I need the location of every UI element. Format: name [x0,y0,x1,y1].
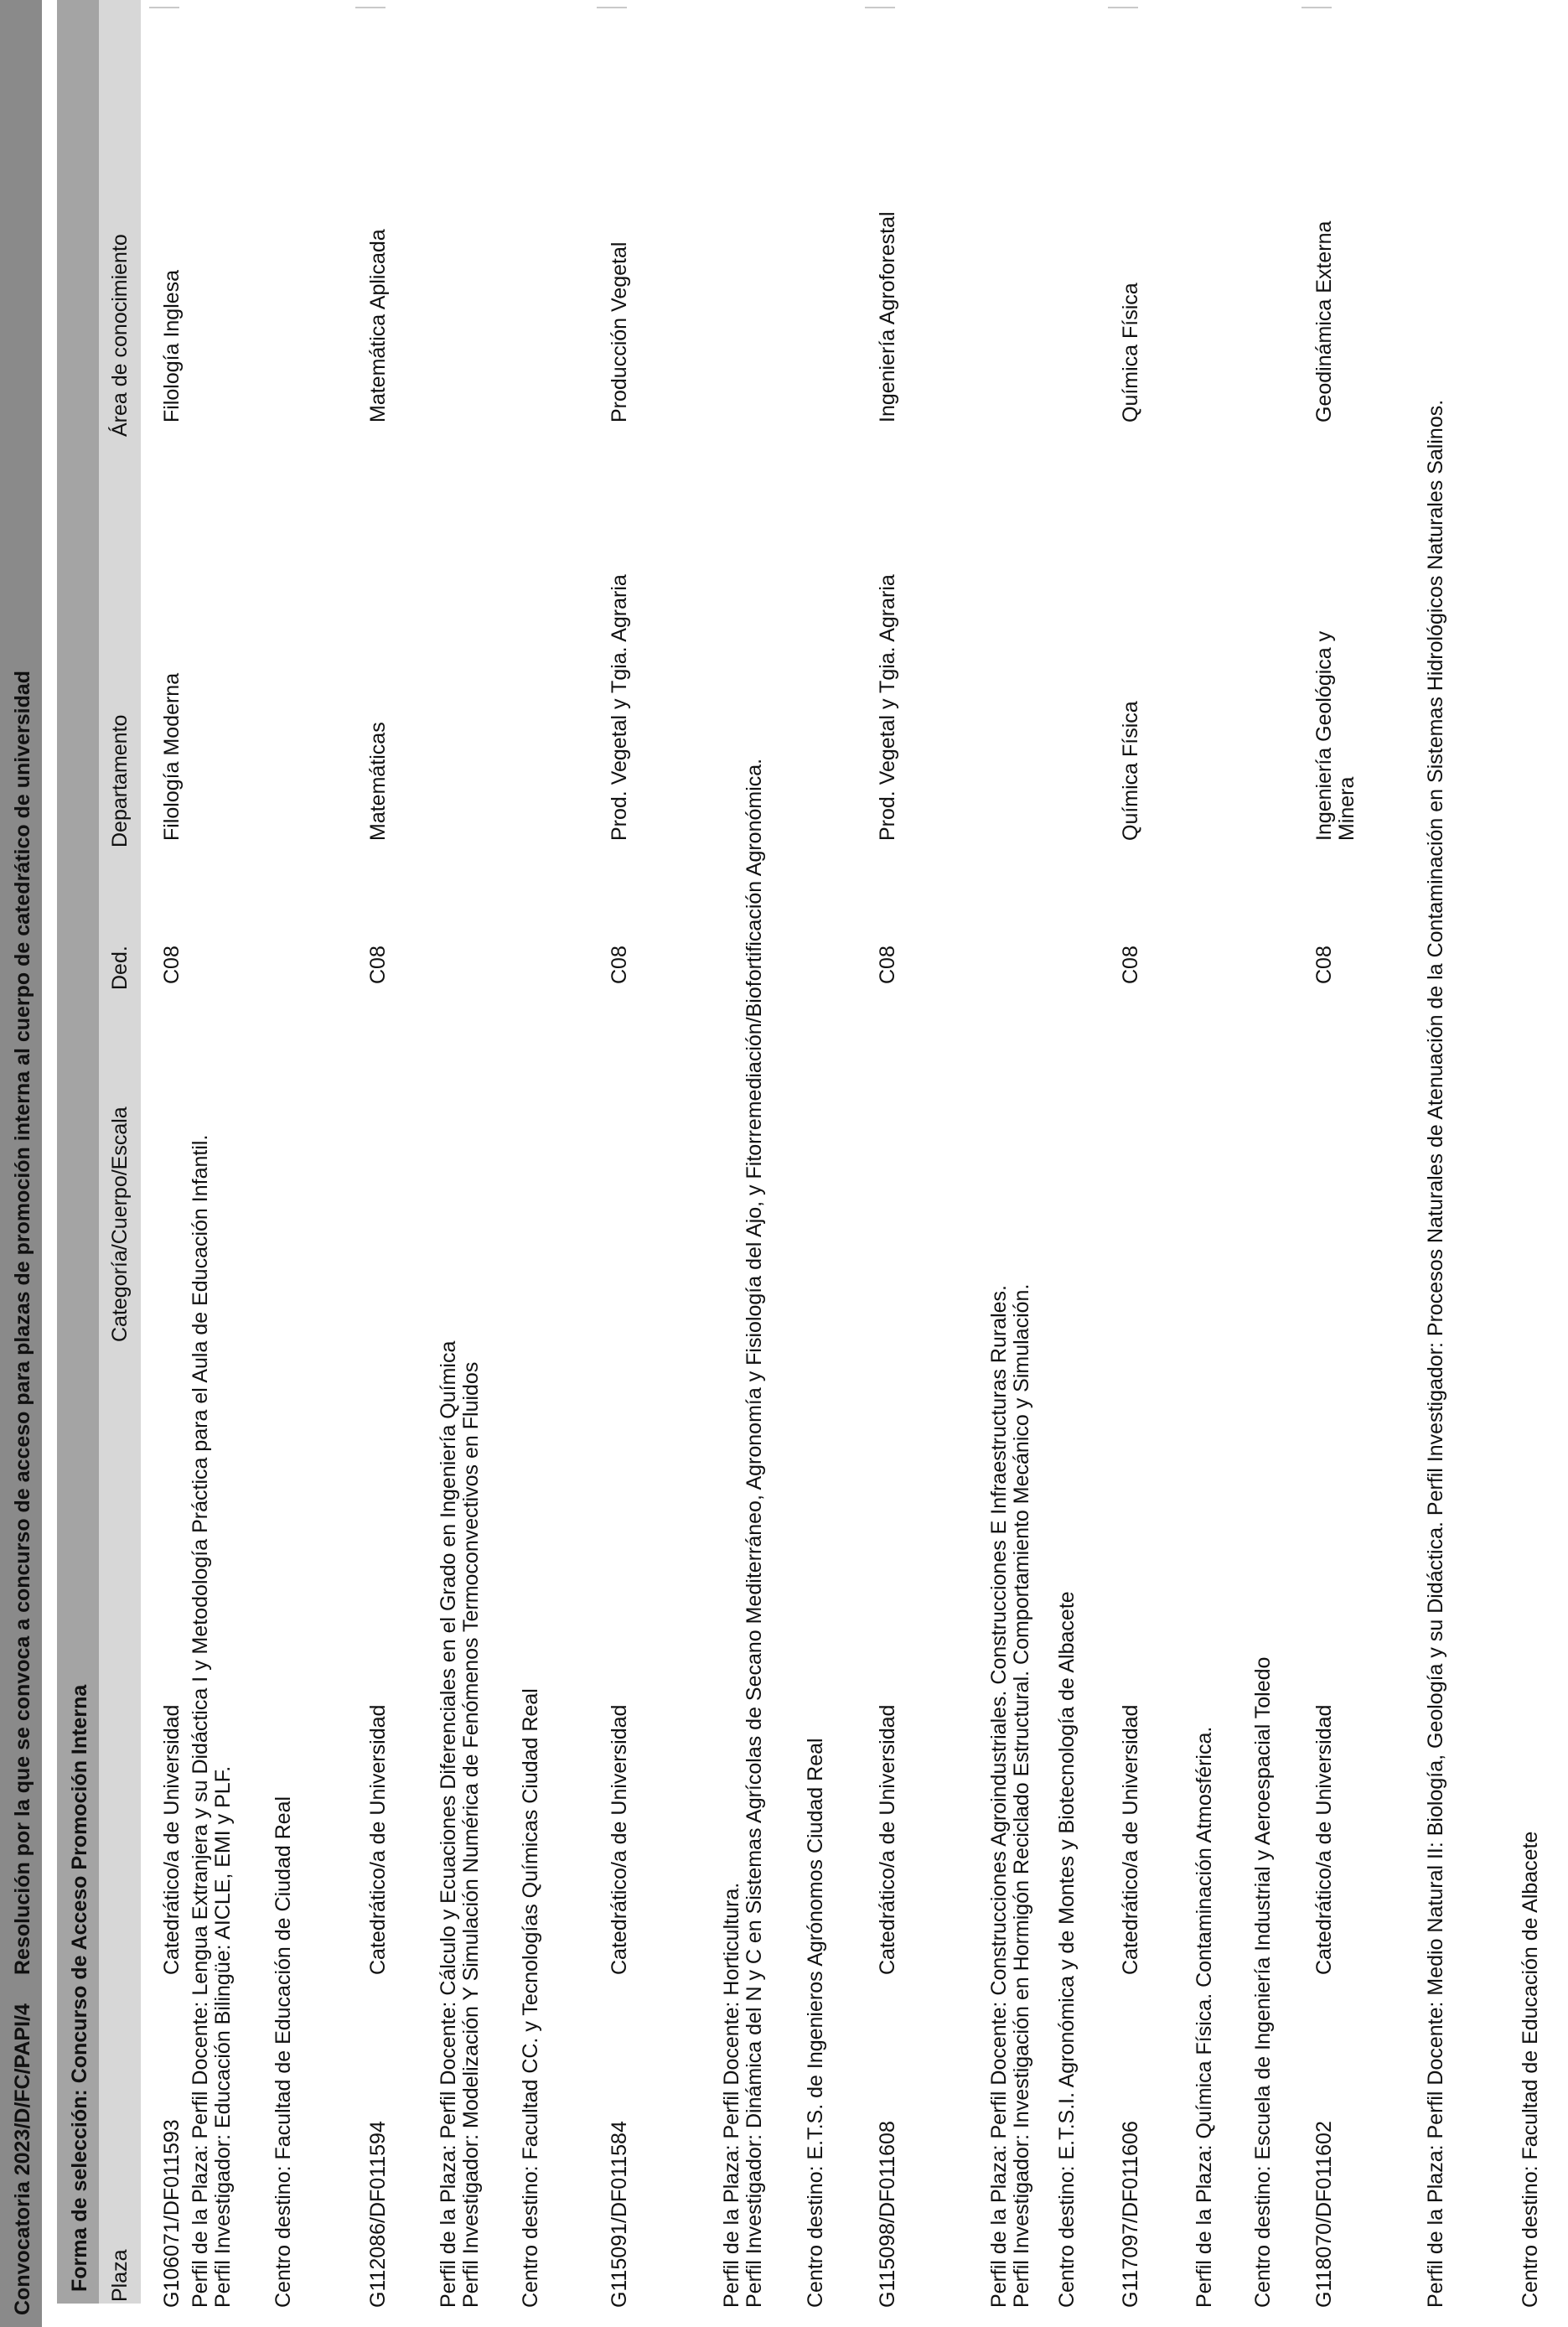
row-divider [865,7,895,8]
selection-method: Forma de selección: Concurso de Acceso Promoción Interna [68,1684,91,2292]
row-1-ded: C08 [160,946,184,984]
row-4-perfil-investigador: Perfil Investigador: Investigación en Hormigón Reciclado Estructural. Comportamiento Mecánico y Simulación. [1010,1283,1033,2308]
row-5-centro: Centro destino: Escuela de Ingeniería Industrial y Aeroespacial Toledo [1251,1656,1275,2308]
row-4-area: Ingeniería Agroforestal [876,211,899,422]
row-6-ded: C08 [1312,946,1336,984]
row-1-perfil-investigador: Perfil Investigador: Educación Bilingüe: AICLE, EMI y PLF. [211,1765,235,2308]
row-2-area: Matemática Aplicada [366,229,390,422]
row-divider [597,7,627,8]
row-5-categoria: Catedrático/a de Universidad [1119,1704,1142,1975]
row-5-area: Química Física [1119,282,1142,422]
row-6-code: G118070/DF011602 [1312,2121,1336,2308]
row-1-code: G106071/DF011593 [160,2119,184,2308]
row-4-categoria: Catedrático/a de Universidad [876,1704,899,1975]
col-categoria: Categoría/Cuerpo/Escala [108,1106,132,1342]
row-4-centro: Centro destino: E.T.S.I. Agronómica y de Montes y Biotecnología de Albacete [1055,1591,1079,2308]
col-departamento: Departamento [108,714,132,847]
row-6-perfil: Perfil de la Plaza: Perfil Docente: Medio Natural II: Biología, Geología y su Didáctica. Perfil Investigador: Procesos Naturales de Atenuación de la Contaminación en Sistemas Hidrológicos Naturales Salinos. [1424,399,1447,2308]
row-2-perfil-investigador: Perfil Investigador: Modelización Y Simulación Numérica de Fenómenos Termoconvectivos en Fluidos [459,1361,483,2308]
row-3-ded: C08 [608,946,631,984]
row-3-centro: Centro destino: E.T.S. de Ingenieros Agrónomos Ciudad Real [804,1738,827,2308]
row-divider [1108,7,1138,8]
row-2-ded: C08 [366,946,390,984]
convocatoria-code: Convocatoria 2023/D/FC/PAPI/4 [11,2003,34,2315]
row-6-centro: Centro destino: Facultad de Educación de Albacete [1519,1831,1542,2308]
row-3-perfil: Perfil de la Plaza: Perfil Docente: Horticultura. [720,1882,743,2308]
row-3-perfil-investigador: Perfil Investigador: Dinámica del N y C en Sistemas Agrícolas de Secano Mediterráneo, Agronomía y Fisiología del Ajo, y Fitorremediación/Biofortificación Agronómica. [743,758,766,2308]
col-area: Área de conocimiento [108,234,132,437]
row-6-area: Geodinámica Externa [1312,220,1336,422]
row-divider [1301,7,1332,8]
row-divider [355,7,386,8]
row-1-area: Filología Inglesa [160,269,184,422]
row-4-ded: C08 [876,946,899,984]
row-2-departamento: Matemáticas [366,722,390,841]
row-3-departamento: Prod. Vegetal y Tgia. Agraria [608,574,631,841]
row-1-departamento: Filología Moderna [160,672,184,841]
row-1-categoria: Catedrático/a de Universidad [160,1704,184,1975]
row-2-code: G112086/DF011594 [366,2121,390,2308]
row-divider [149,7,179,8]
col-plaza: Plaza [108,2249,132,2302]
row-2-perfil: Perfil de la Plaza: Perfil Docente: Cálculo y Ecuaciones Diferenciales en el Grado en Ingeniería Química [437,1340,460,2308]
row-6-categoria: Catedrático/a de Universidad [1312,1704,1336,1975]
row-3-area: Producción Vegetal [608,241,631,422]
row-4-departamento: Prod. Vegetal y Tgia. Agraria [876,574,899,841]
row-5-departamento: Química Física [1119,701,1142,841]
row-2-centro: Centro destino: Facultad CC. y Tecnologías Químicas Ciudad Real [519,1688,542,2308]
row-5-ded: C08 [1119,946,1142,984]
row-3-categoria: Catedrático/a de Universidad [608,1704,631,1975]
row-4-code: G115098/DF011608 [876,2121,899,2308]
row-3-code: G115091/DF011584 [608,2121,631,2308]
row-1-centro: Centro destino: Facultad de Educación de Ciudad Real [272,1796,295,2308]
row-5-perfil: Perfil de la Plaza: Química Física. Contaminación Atmosférica. [1193,1726,1216,2308]
row-5-code: G117097/DF011606 [1119,2121,1142,2308]
row-2-categoria: Catedrático/a de Universidad [366,1704,390,1975]
resolucion-title: Resolución por la que se convoca a concurso de acceso para plazas de promoción interna al cuerpo de catedrático de universidad [11,670,34,1975]
col-ded: Ded. [108,946,132,990]
row-1-perfil: Perfil de la Plaza: Perfil Docente: Lengua Extranjera y su Didáctica I y Metodología Práctica para el Aula de Educación Infantil. [189,1134,212,2308]
row-6-departamento: Ingeniería Geológica y Minera [1312,630,1358,841]
row-4-perfil: Perfil de la Plaza: Perfil Docente: Construcciones Agroindustriales. Construcciones E Infraestructuras Rurales. [987,1284,1011,2308]
